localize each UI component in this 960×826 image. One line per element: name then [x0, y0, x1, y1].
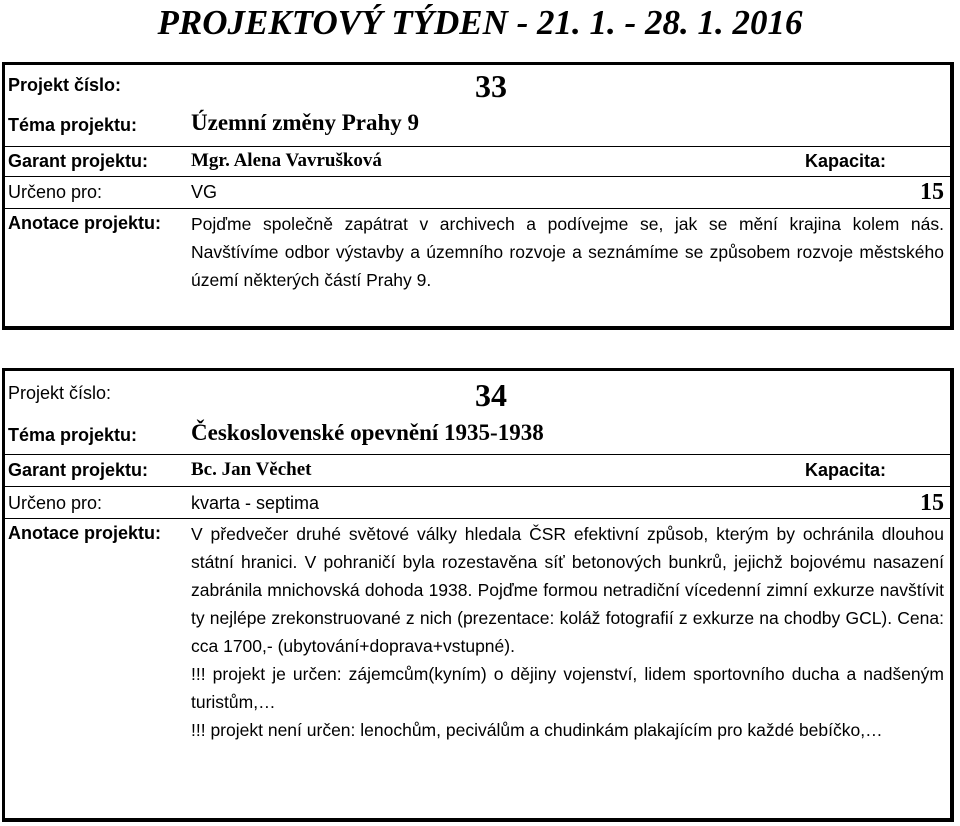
theme-value: Československé opevnění 1935-1938 [191, 420, 544, 445]
annotation-paragraph: !!! projekt je určen: zájemcům(kyním) o dějiny vojenství, lidem sportovního ducha a nadšeným turistům,… [191, 664, 944, 712]
project-number-row [5, 371, 950, 415]
page-title: PROJEKTOVÝ TÝDEN - 21. 1. - 28. 1. 2016 [157, 3, 803, 42]
garant-value: Mgr. Alena Vavrušková [191, 150, 382, 171]
theme-label: Téma projektu: [8, 425, 138, 445]
annotation-row [5, 208, 950, 326]
project-card-33 [2, 62, 954, 330]
intended-label: Určeno pro: [8, 182, 103, 202]
project-card-34 [2, 368, 954, 822]
garant-label: Garant projektu: [8, 151, 149, 171]
intended-value: kvarta - septima [191, 493, 320, 513]
intended-label: Určeno pro: [8, 493, 103, 513]
garant-row [5, 146, 950, 176]
garant-value: Bc. Jan Věchet [191, 459, 312, 480]
capacity-label: Kapacita: [805, 460, 887, 480]
theme-row [5, 109, 950, 142]
garant-row [5, 454, 950, 486]
annotation-label: Anotace projektu: [8, 523, 162, 543]
project-number-row [5, 65, 950, 109]
annotation-label: Anotace projektu: [8, 213, 162, 233]
intended-row [5, 486, 950, 518]
annotation-text [191, 210, 944, 294]
annotation-paragraph: V předvečer druhé světové války hledala ČSR efektivní způsob, kterým by ochránila dlouhou státní hranici. V pohraničí byla rozestavěna síť betonových bunkrů, jejichž bojovému nasazení zabránila mnichovská dohoda 1938. Pojďme formou netradiční vícedenní zimní exkurze navštívit ty nejlépe zrekonstruované z nich (prezentace: koláž fotografií z exkurze na chodby GCL). Cena: cca 1700,- (ubytování+doprava+vstupné). [191, 524, 944, 656]
annotation-row [5, 518, 950, 818]
project-number: 33 [475, 68, 507, 104]
garant-label: Garant projektu: [8, 460, 149, 480]
project-number-label: Projekt číslo: [8, 75, 122, 95]
theme-label: Téma projektu: [8, 115, 138, 135]
intended-value: VG [191, 182, 218, 202]
capacity-value: 15 [920, 179, 944, 205]
annotation-paragraph: Pojďme společně zapátrat v archivech a podívejme se, jak se mění krajina kolem nás. Navštívíme odbor výstavby a územního rozvoje a seznámíme se způsobem rozvoje městského území některých částí Prahy 9. [191, 214, 944, 290]
capacity-label: Kapacita: [805, 151, 887, 171]
annotation-paragraph: !!! projekt není určen: lenochům, peciválům a chudinkám plakajícím pro každé bebíčko,… [191, 720, 883, 740]
project-number-label: Projekt číslo: [8, 383, 112, 403]
capacity-value: 15 [920, 490, 944, 516]
theme-row [5, 419, 950, 452]
annotation-text [191, 520, 944, 744]
theme-value: Územní změny Prahy 9 [191, 110, 420, 135]
project-number: 34 [475, 377, 507, 413]
intended-row [5, 176, 950, 208]
